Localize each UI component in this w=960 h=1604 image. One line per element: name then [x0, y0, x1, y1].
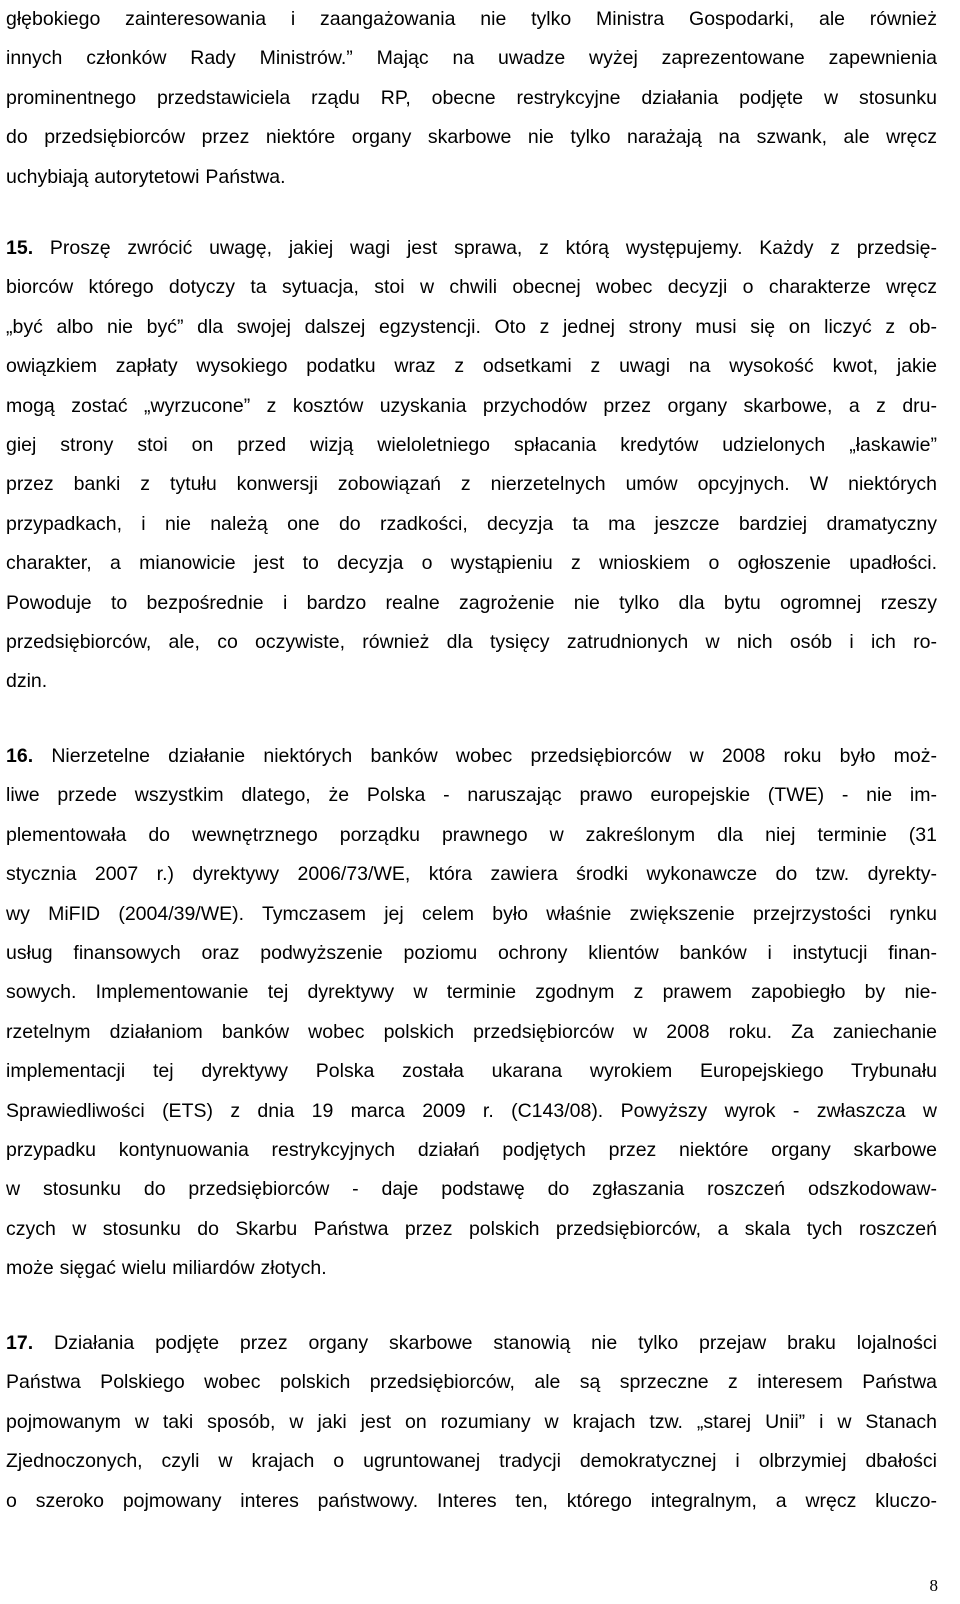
paragraph-17	[6, 1324, 937, 1521]
text-line: liwe przede wszystkim dlatego, że Polska - naruszając prawo europejskie (TWE) - nie im-	[6, 784, 937, 807]
text-segment: Działania podjęte przez organy skarbowe stanowią nie tylko przejaw braku lojalności	[33, 1332, 937, 1354]
text-line: Sprawiedliwości (ETS) z dnia 19 marca 2009 r. (C143/08). Powyższy wyrok - zwłaszcza w	[6, 1099, 937, 1122]
text-line: przez banki z tytułu konwersji zobowiązań z nierzetelnych umów opcyjnych. W niektórych	[6, 473, 937, 496]
text-line: do przedsiębiorców przez niektóre organy skarbowe nie tylko narażają na szwank, ale wręcz	[6, 126, 937, 149]
text-line: Zjednoczonych, czyli w krajach o ugruntowanej tradycji demokratycznej i olbrzymiej dbałości	[6, 1450, 937, 1473]
text-line: implementacji tej dyrektywy Polska została ukarana wyrokiem Europejskiego Trybunału	[6, 1060, 937, 1083]
text-line: pojmowanym w taki sposób, w jaki jest on rozumiany w krajach tzw. „starej Unii” i w Stanach	[6, 1410, 937, 1433]
text-line: stycznia 2007 r.) dyrektywy 2006/73/WE, która zawiera środki wykonawcze do tzw. dyrekty-	[6, 863, 937, 886]
paragraph-16	[6, 737, 937, 1289]
text-line: czych w stosunku do Skarbu Państwa przez polskich przedsiębiorców, a skala tych roszczeń	[6, 1217, 937, 1240]
text-line: charakter, a mianowicie jest to decyzja o wystąpieniu z wnioskiem o ogłoszenie upadłości.	[6, 552, 937, 575]
text-line: „być albo nie być” dla swojej dalszej egzystencji. Oto z jednej strony musi się on liczyć z ob-	[6, 315, 937, 338]
text-line: może sięgać wielu miliardów złotych.	[6, 1257, 327, 1280]
text-line: Powoduje to bezpośrednie i bardzo realne zagrożenie nie tylko dla bytu ogromnej rzeszy	[6, 591, 937, 614]
text-line: przedsiębiorców, ale, co oczywiste, również dla tysięcy zatrudnionych w nich osób i ich ro-	[6, 631, 937, 654]
text-line: biorców którego dotyczy ta sytuacja, stoi w chwili obecnej wobec decyzji o charakterze wręcz	[6, 276, 937, 299]
text-line	[6, 229, 937, 268]
paragraph-number: 17.	[6, 1332, 34, 1354]
text-line: o szeroko pojmowany interes państwowy. Interes ten, którego integralnym, a wręcz kluczo-	[6, 1489, 937, 1512]
text-segment: Proszę zwrócić uwagę, jakiej wagi jest sprawa, z którą występujemy. Każdy z przedsię-	[33, 237, 937, 259]
text-line: przypadkach, i nie należą one do rzadkości, decyzja ta ma jeszcze bardziej dramatyczny	[6, 512, 937, 535]
text-line: giej strony stoi on przed wizją wieloletniego spłacania kredytów udzielonych „łaskawie”	[6, 434, 937, 457]
text-line: uchybiają autorytetowi Państwa.	[6, 165, 286, 188]
text-line: sowych. Implementowanie tej dyrektywy w terminie zgodnym z prawem zapobiegło by nie-	[6, 981, 937, 1004]
paragraph-15	[6, 229, 937, 702]
text-line: wy MiFID (2004/39/WE). Tymczasem jej celem było właśnie zwiększenie przejrzystości rynku	[6, 902, 937, 925]
paragraph-continuation	[6, 0, 937, 197]
text-line: prominentnego przedstawiciela rządu RP, obecne restrykcyjne działania podjęte w stosunku	[6, 86, 937, 109]
paragraph-number: 16.	[6, 745, 34, 767]
text-line: innych członków Rady Ministrów.” Mając na uwadze wyżej zaprezentowane zapewnienia	[6, 47, 937, 70]
text-segment: Nierzetelne działanie niektórych banków wobec przedsiębiorców w 2008 roku było moż-	[33, 745, 937, 767]
text-line: usług finansowych oraz podwyższenie poziomu ochrony klientów banków i instytucji finan-	[6, 942, 937, 965]
text-line: głębokiego zainteresowania i zaangażowania nie tylko Ministra Gospodarki, ale również	[6, 8, 937, 30]
text-line: Państwa Polskiego wobec polskich przedsiębiorców, ale są sprzeczne z interesem Państwa	[6, 1371, 937, 1394]
text-line: owiązkiem zapłaty wysokiego podatku wraz z odsetkami z uwagi na wysokość kwot, jakie	[6, 355, 937, 378]
text-line: przypadku kontynuowania restrykcyjnych działań podjętych przez niektóre organy skarbowe	[6, 1139, 937, 1162]
text-line	[6, 1324, 937, 1363]
text-line: dzin.	[6, 670, 48, 693]
text-line: mogą zostać „wyrzucone” z kosztów uzyskania przychodów przez organy skarbowe, a z dru-	[6, 394, 937, 417]
text-line: plementowała do wewnętrznego porządku prawnego w zakreślonym dla niej terminie (31	[6, 823, 937, 846]
text-line	[6, 737, 937, 776]
paragraph-number: 15.	[6, 237, 34, 259]
text-line: w stosunku do przedsiębiorców - daje podstawę do zgłaszania roszczeń odszkodowaw-	[6, 1178, 937, 1201]
page-number: 8	[929, 1576, 938, 1595]
text-line: rzetelnym działaniom banków wobec polskich przedsiębiorców w 2008 roku. Za zaniechanie	[6, 1020, 937, 1043]
